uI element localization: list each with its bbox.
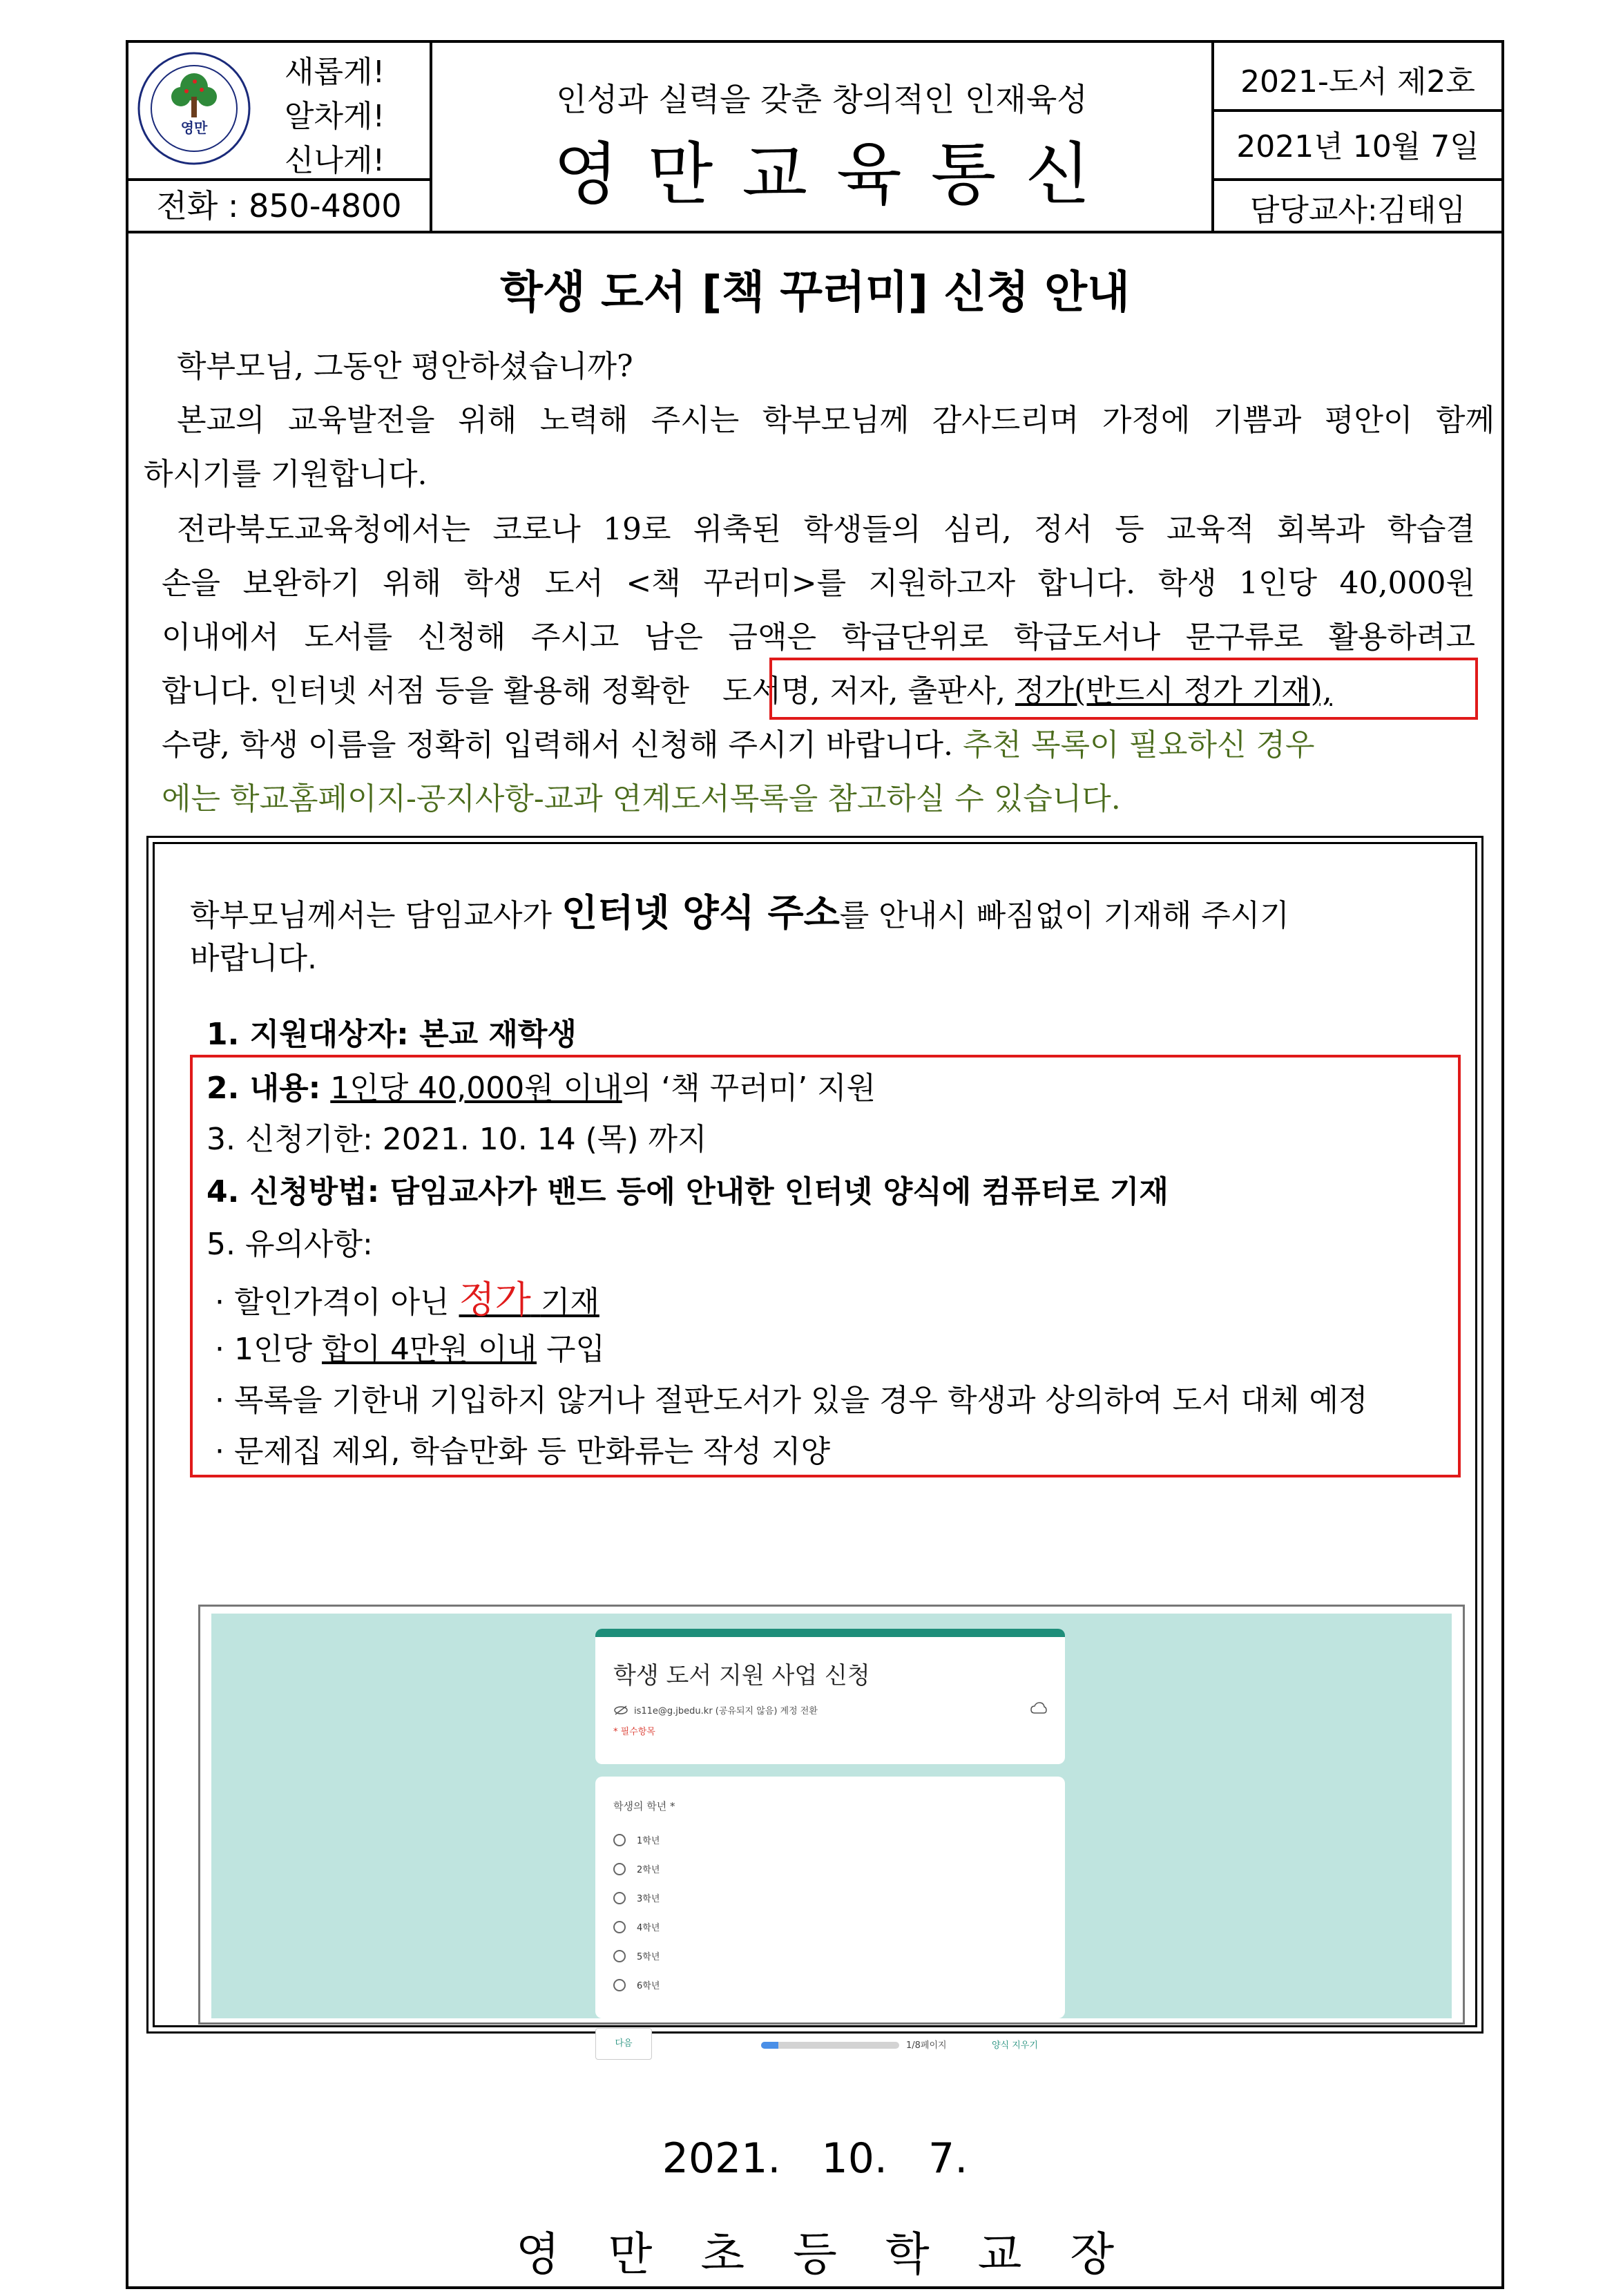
slogan-3: 신나게! (285, 143, 385, 178)
radio-option[interactable] (613, 1862, 660, 1875)
school-motto: 인성과 실력을 갖춘 창의적인 인재육성 (556, 81, 1088, 118)
phone-number: 전화 : 850-4800 (128, 178, 430, 231)
principal-signature: 영만초등학교장 (515, 2228, 1163, 2281)
divider (1214, 178, 1501, 181)
paragraph-line: 이내에서 도서를 신청해 주시고 남은 금액은 학급단위로 학급도서나 문구류로 활용하려고 (162, 620, 1475, 655)
text-segment: 의 ‘책 꾸러미’ 지원 (622, 1071, 876, 1106)
radio-icon[interactable] (613, 1950, 626, 1962)
option-label: 6학년 (637, 1981, 660, 1991)
list-price-note: 정가(반드시 정가 기재), (1015, 673, 1332, 709)
teacher-name: 담당교사:김태임 (1249, 193, 1466, 228)
divider (1214, 109, 1501, 112)
document-title: 학생 도서 [책 꾸러미] 신청 안내 (500, 267, 1130, 318)
radio-option[interactable] (613, 1949, 660, 1962)
text-segment: 1인당 40,000원 이내 (330, 1071, 622, 1106)
form-title: 학생 도서 지원 사업 신청 (613, 1662, 870, 1690)
option-label: 3학년 (637, 1894, 660, 1904)
radio-option[interactable] (613, 1920, 660, 1933)
footer-date: 2021. 10. 7. (662, 2134, 968, 2183)
text-segment: 도서명, 저자, 출판사, (722, 673, 1006, 709)
list-item: 5. 유의사항: (207, 1227, 373, 1262)
header-right (1214, 43, 1501, 231)
question-card (595, 1777, 1065, 2018)
text-segment: · 할인가격이 아닌 (215, 1285, 450, 1320)
option-label: 1학년 (637, 1836, 660, 1846)
text-segment: · 1인당 (215, 1332, 312, 1367)
paragraph-line: 손을 보완하기 위해 학생 도서 <책 꾸러미>를 지원하고자 합니다. 학생 1인당 40,000원 (162, 566, 1475, 601)
text-segment: 합이 4만원 이내 (321, 1332, 537, 1367)
highlight-box (769, 658, 1478, 720)
question-label: 학생의 학년 * (613, 1800, 675, 1812)
form-background (211, 1614, 1452, 2051)
required-note: * 필수항목 (613, 1727, 655, 1737)
list-item: · 문제집 제외, 학습만화 등 만화류는 작성 지양 (215, 1434, 830, 1469)
school-emblem (137, 51, 251, 166)
radio-icon[interactable] (613, 1834, 626, 1846)
progress-bar (761, 2042, 899, 2049)
text-segment: 기재 (540, 1285, 599, 1320)
account-email[interactable]: is11e@g.jbedu.kr (공유되지 않음) 계정 전환 (634, 1706, 818, 1716)
option-label: 2학년 (637, 1865, 660, 1875)
list-price-emphasis: 정가 (459, 1278, 531, 1321)
text-segment: 2. 내용: (207, 1071, 321, 1106)
list-item (207, 1063, 876, 1107)
newsletter-header (128, 43, 1501, 233)
paragraph-line: 하시기를 기원합니다. (144, 457, 428, 492)
paragraph-line: 본교의 교육발전을 위해 노력해 주시는 학부모님께 감사드리며 가정에 기쁨과 평안이 함께 (177, 403, 1495, 438)
radio-icon[interactable] (613, 1921, 626, 1933)
issue-number: 2021-도서 제2호 (1240, 64, 1475, 99)
form-screenshot (198, 1605, 1465, 2051)
progress-fill (761, 2042, 778, 2049)
list-item (215, 1270, 599, 1323)
issue-date: 2021년 10월 7일 (1236, 129, 1479, 164)
list-item (215, 1324, 605, 1368)
paragraph-line: 전라북도교육청에서는 코로나 19로 위축된 학생들의 심리, 정서 등 교육적 회복과 학습결 (177, 512, 1475, 547)
list-item: 3. 신청기한: 2021. 10. 14 (목) 까지 (207, 1122, 707, 1157)
recommend-note: 추천 목록이 필요하신 경우 (962, 727, 1315, 763)
option-label: 5학년 (637, 1952, 660, 1962)
slogan-1: 새롭게! (285, 55, 385, 90)
slogan-2: 알차게! (285, 99, 385, 134)
list-item: 1. 지원대상자: 본교 재학생 (207, 1017, 577, 1052)
greeting: 학부모님, 그동안 평안하셨습니까? (177, 349, 633, 384)
radio-icon[interactable] (613, 1863, 626, 1875)
option-label: 4학년 (637, 1923, 660, 1933)
next-button[interactable]: 다음 (595, 2028, 652, 2060)
radio-option[interactable] (613, 1978, 660, 1991)
newsletter-title: 영만교육통신 (553, 135, 1120, 214)
list-item: 4. 신청방법: 담임교사가 밴드 등에 안내한 인터넷 양식에 컴퓨터로 기재 (207, 1174, 1169, 1209)
form-address-emphasis: 인터넷 양식 주소 (561, 891, 840, 935)
account-line (613, 1703, 818, 1716)
text-segment: 합니다. 인터넷 서점 등을 활용해 정확한 (162, 673, 689, 709)
list-item: · 목록을 기한내 기입하지 않거나 절판도서가 있을 경우 학생과 상의하여 도서 대체 예정 (215, 1383, 1368, 1418)
newsletter-page (126, 40, 1504, 2289)
recommend-note: 에는 학교홈페이지-공지사항-교과 연계도서목록을 참고하실 수 있습니다. (162, 781, 1121, 816)
page-indicator: 1/8페이지 (906, 2040, 947, 2051)
header-center (432, 43, 1214, 231)
form-header-card (595, 1629, 1065, 1764)
radio-icon[interactable] (613, 1892, 626, 1904)
radio-option[interactable] (613, 1891, 660, 1904)
box-lead (190, 883, 1289, 937)
text-segment: 학부모님께서는 담임교사가 (190, 898, 553, 933)
radio-icon[interactable] (613, 1979, 626, 1991)
text-segment: 구입 (546, 1332, 605, 1367)
text-segment: 수량, 학생 이름을 정확히 입력해서 신청해 주시기 바랍니다. (162, 727, 953, 763)
text-segment: 를 안내시 빠짐없이 기재해 주시기 (839, 898, 1289, 933)
emblem-text: 영만 (180, 119, 208, 136)
eye-off-icon (613, 1705, 628, 1715)
box-lead: 바랍니다. (190, 941, 318, 976)
header-left (128, 43, 432, 231)
clear-form-link[interactable]: 양식 지우기 (992, 2040, 1038, 2051)
cloud-icon (1030, 1702, 1047, 1714)
paragraph-line (162, 720, 1315, 764)
info-box (146, 836, 1483, 2051)
radio-option[interactable] (613, 1833, 660, 1846)
